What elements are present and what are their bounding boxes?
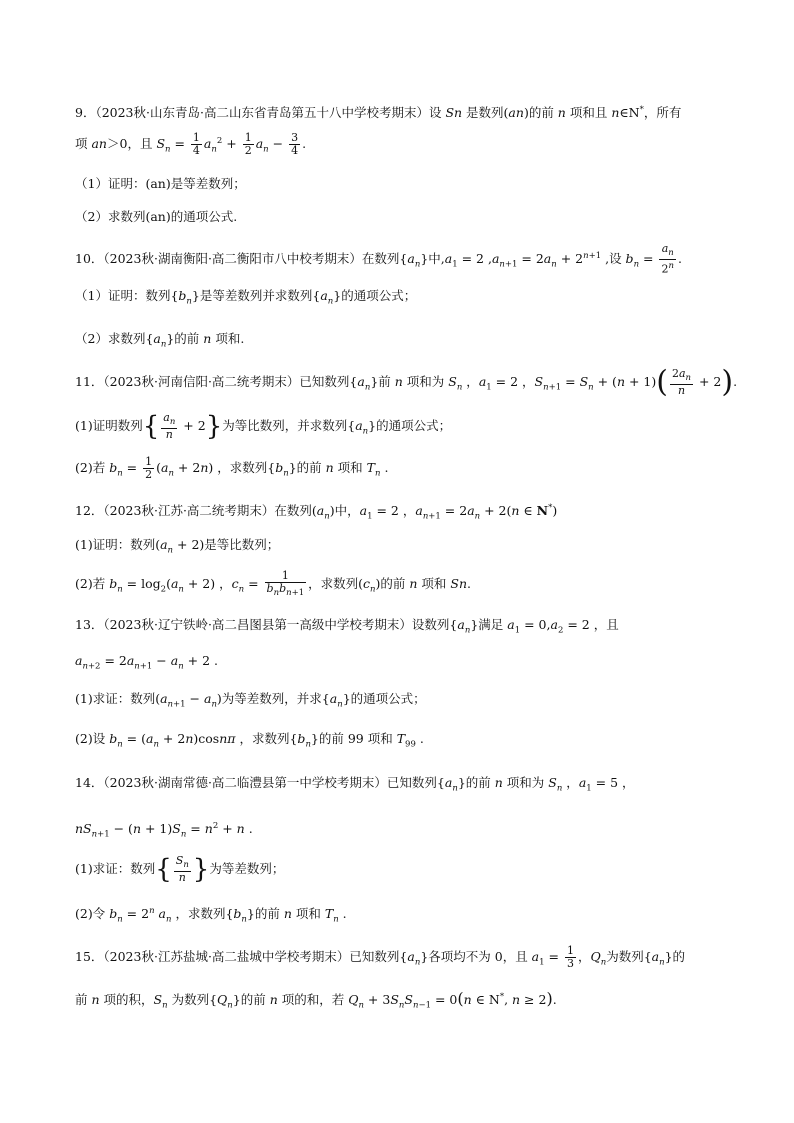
q9-part2: （2）求数列(an)的通项公式.: [75, 209, 238, 224]
q11-part1: (1)证明数列{ $\frac{a_n}{n}$ + 2}为等比数列，并求数列$\{a_n\}$的通项公式；: [75, 411, 452, 442]
q9-stem-line1: 9．（2023秋·山东青岛·高二山东省青岛第五十八中学校考期末）设 Sn 是数列(an)的前 n 项和且 n∈N*，所有: [75, 105, 682, 121]
q14-stem-line1: 14．（2023秋·湖南常德·高二临澧县第一中学校考期末）已知数列$\{a_n\}$的前 n 项和为 $S_n$ ，$a_1 = 5$ ，: [75, 775, 635, 794]
q9-part1: （1）证明：(an)是等差数列；: [75, 176, 246, 191]
q15-stem-line1: 15．（2023秋·江苏盐城·高二盐城中学校考期末）已知数列$\{a_n\}$各项均不为 0，且 $a_1$ = $\frac{1}{3}$ ，$Q_n$为数列$\{a_n\}$的: [75, 944, 686, 970]
q14-part2: (2)令 $b_n = 2^n$ $a_n$ ，求数列$\{b_n\}$的前 n 项和 $T_n$ .: [75, 906, 347, 925]
q13-stem-line1: 13．（2023秋·辽宁铁岭·高二昌图县第一高级中学校考期末）设数列$\{a_n\}$满足 $a_1 = 0,a_2 = 2$ ，且: [75, 617, 619, 636]
q14-part1: (1)求证：数列{ $\frac{S_n}{n}$ }为等差数列；: [75, 854, 285, 885]
q11-stem: 11．（2023秋·河南信阳·高二统考期末）已知数列$\{a_n\}$前 n 项和为 $S_n$ ，$a_1 = 2$ ，$S_{n+1} = S_n + (n + 1)$( $\frac{2a_n}{n}$ + 2).: [75, 364, 738, 400]
q10-part2: （2）求数列$\{a_n\}$的前 n 项和.: [75, 331, 245, 350]
q15-stem-line2: 前 n 项的积，$S_n$ 为数列$\{Q_n\}$的前 n 项的和，若 $Q_n + 3S_nS_{n-1} = 0(n$ ∈ N*, n ≥ 2).: [75, 989, 557, 1011]
q11-part2: (2)若 $b_n$ = $\frac{1}{2}$ $(a_n + 2n)$ ，求数列$\{b_n\}$的前 n 项和 $T_n$ .: [75, 455, 389, 481]
q13-part2: (2)设 $b_n = (a_n + 2n)\cos n\pi$ ，求数列$\{b_n\}$的前 99 项和 $T_{99}$ .: [75, 731, 424, 750]
q12-stem: 12．（2023秋·江苏·高二统考期末）在数列$(a_n)$中，$a_1 = 2$ ，$a_{n+1} = 2a_n + 2(n$ ∈ N*): [75, 503, 558, 522]
q10-part1: （1）证明：数列$\{b_n\}$是等差数列并求数列$\{a_n\}$的通项公式；: [75, 288, 417, 307]
q12-part2: (2)若 $b_n = \log_2(a_n + 2)$ ，$c_n$ = $\frac{1}{b_nb_{n+1}}$ ，求数列$(c_n)$的前 n 项和 Sn.: [75, 569, 472, 599]
q12-part1: (1)证明：数列$(a_n + 2)$是等比数列；: [75, 537, 280, 556]
q13-part1: (1)求证：数列$(a_{n+1} - a_n)$为等差数列，并求$\{a_n\}$的通项公式；: [75, 691, 426, 710]
q14-stem-line2: $nS_{n+1} - (n + 1)S_n = n^2 + n$ .: [75, 821, 253, 840]
q13-stem-line2: $a_{n+2} = 2a_{n+1} - a_n + 2$ .: [75, 653, 218, 672]
q10-stem: 10．（2023秋·湖南衡阳·高二衡阳市八中校考期末）在数列$\{a_n\}$中$,a_1 = 2$ $,a_{n+1} = 2a_n + 2^{n+1}$ ,设 $b_n$ = $\frac{a_n}{2^n}$ .: [75, 242, 682, 276]
q9-stem-line2: 项 an＞0，且 $S_n$ = $\frac{1}{4}$ $a_n^2$ + $\frac{1}{2}$ $a_n$ − $\frac{3}{4}$ .: [75, 131, 307, 158]
